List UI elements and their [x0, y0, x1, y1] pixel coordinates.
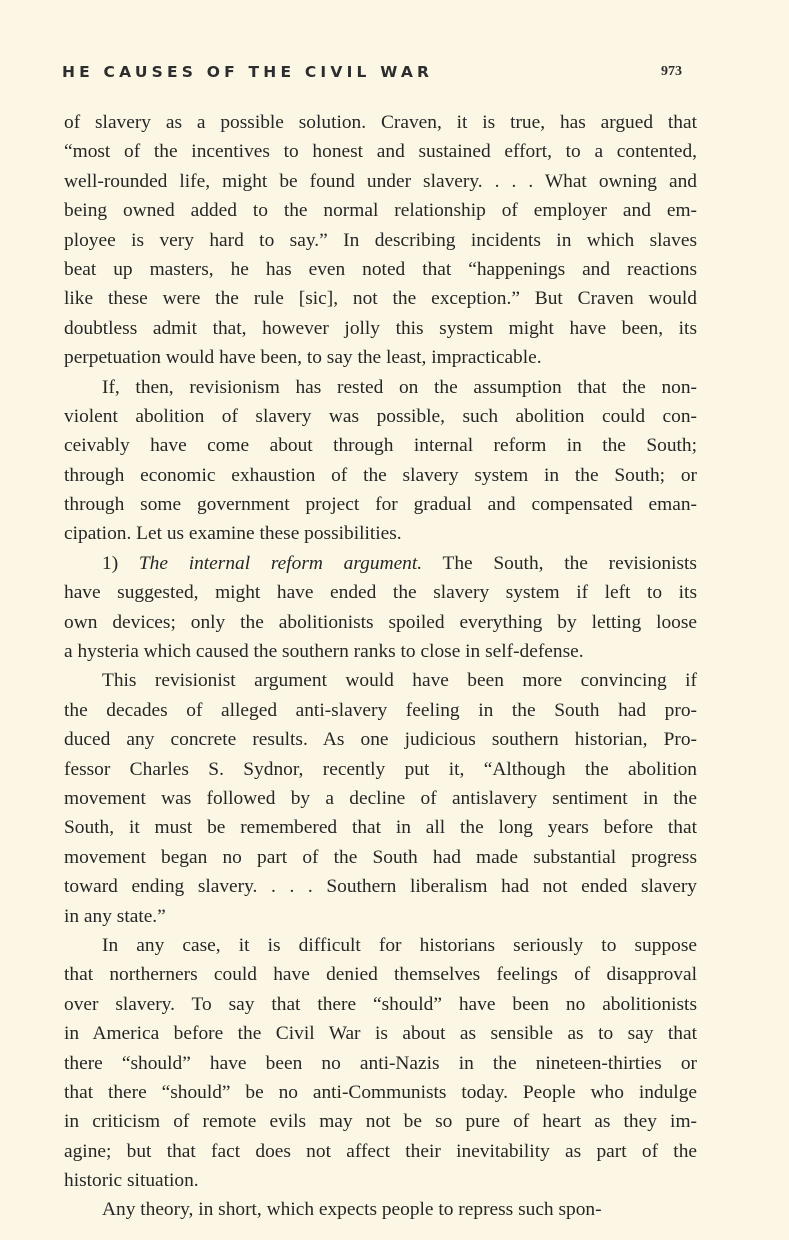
text-line: in criticism of remote evils may not be so pure of heart as they im- — [64, 1111, 697, 1133]
text-line: ceivably have come about through internal reform in the South; — [64, 435, 697, 457]
text-line: that there “should” be no anti-Communists today. People who indulge — [64, 1081, 697, 1103]
text-line: violent abolition of slavery was possible, such abolition could con- — [64, 405, 697, 427]
body-text — [64, 108, 697, 1225]
page-number: 973 — [661, 64, 682, 79]
section-heading-rest: The South, the revisionists — [422, 552, 697, 574]
text-line: South, it must be remembered that in all the long years before that — [64, 817, 697, 839]
text-line: This revisionist argument would have been more convincing if — [102, 670, 697, 692]
text-line: in any state.” — [64, 905, 166, 927]
text-line: perpetuation would have been, to say the least, impracticable. — [64, 347, 542, 369]
text-line: the decades of alleged anti-slavery feeling in the South had pro- — [64, 699, 697, 721]
text-line: through some government project for gradual and compensated eman- — [64, 494, 697, 516]
text-line: well-rounded life, might be found under slavery. . . . What owning and — [64, 170, 697, 192]
text-line: movement was followed by a decline of antislavery sentiment in the — [64, 787, 697, 809]
text-line: like these were the rule [sic], not the exception.” But Craven would — [64, 288, 697, 310]
text-line: fessor Charles S. Sydnor, recently put it, “Although the abolition — [64, 758, 697, 780]
text-line: movement began no part of the South had made substantial progress — [64, 846, 697, 868]
section-title: The internal reform argument. — [138, 552, 423, 574]
text-line: that northerners could have denied themselves feelings of disapproval — [64, 964, 697, 986]
text-line: In any case, it is difficult for historians seriously to suppose — [102, 934, 697, 956]
text-line: duced any concrete results. As one judicious southern historian, Pro- — [64, 729, 697, 751]
text-line: toward ending slavery. . . . Southern liberalism had not ended slavery — [64, 876, 697, 898]
section-heading-line — [64, 549, 697, 578]
text-line: through economic exhaustion of the slavery system in the South; or — [64, 464, 697, 486]
running-head: HE CAUSES OF THE CIVIL WAR — [62, 63, 434, 81]
text-line: agine; but that fact does not affect their inevitability as part of the — [64, 1140, 697, 1162]
text-line: ployee is very hard to say.” In describing incidents in which slaves — [64, 229, 697, 251]
text-line: historic situation. — [64, 1170, 199, 1192]
section-number: 1) — [102, 552, 139, 574]
text-line: of slavery as a possible solution. Craven, it is true, has argued that — [64, 112, 697, 133]
text-line: there “should” have been no anti-Nazis in the nineteen-thirties or — [64, 1052, 697, 1074]
text-line: If, then, revisionism has rested on the assumption that the non- — [102, 376, 697, 398]
text-line: a hysteria which caused the southern ranks to close in self-defense. — [64, 641, 584, 663]
text-line: cipation. Let us examine these possibilities. — [64, 523, 402, 545]
page-header — [62, 63, 682, 87]
text-line: Any theory, in short, which expects people to repress such spon- — [102, 1199, 602, 1221]
text-line: beat up masters, he has even noted that “happenings and reactions — [64, 258, 697, 280]
text-line: have suggested, might have ended the slavery system if left to its — [64, 582, 697, 604]
text-line: “most of the incentives to honest and sustained effort, to a contented, — [64, 141, 697, 163]
text-line: in America before the Civil War is about as sensible as to say that — [64, 1023, 697, 1045]
text-line: doubtless admit that, however jolly this system might have been, its — [64, 317, 697, 339]
text-line: over slavery. To say that there “should” have been no abolitionists — [64, 993, 697, 1015]
text-line: own devices; only the abolitionists spoiled everything by letting loose — [64, 611, 697, 633]
text-line: being owned added to the normal relationship of employer and em- — [64, 200, 697, 222]
